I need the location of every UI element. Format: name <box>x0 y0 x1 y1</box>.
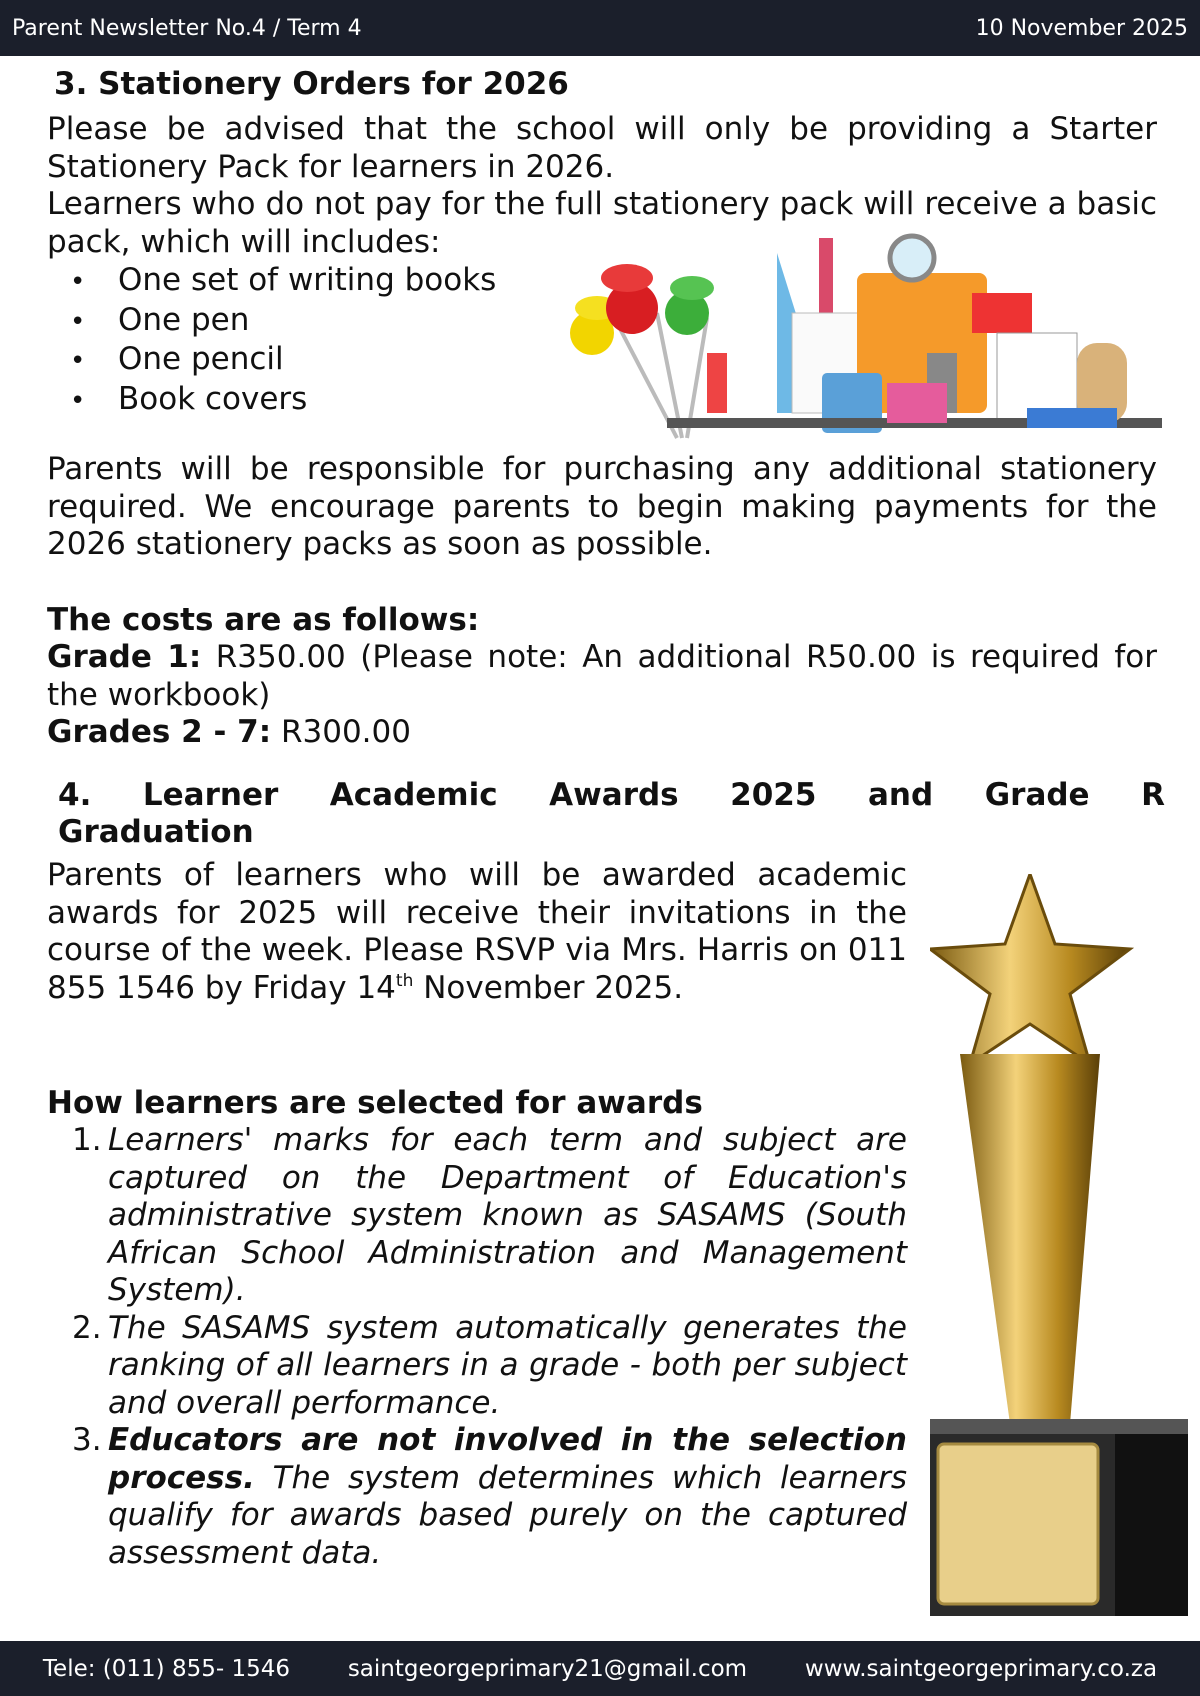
stationery-illustration <box>557 233 1163 447</box>
grade-1-text: R350.00 (Please note: An additional R50.00 is required for the workbook) <box>47 639 1157 713</box>
awards-invitation-text: Parents of learners who will be awarded academic awards for 2025 will receive their invitations in the course of the week. Please RSVP via Mrs. Harris on 011 855 1546 by Friday 14 <box>47 857 907 1006</box>
list-item: • One set of writing books <box>70 262 496 302</box>
section-3-heading: 3. Stationery Orders for 2026 <box>54 66 569 102</box>
header-bar <box>0 0 1200 56</box>
selection-heading: How learners are selected for awards <box>47 1085 703 1121</box>
list-item <box>72 1422 907 1572</box>
grade-1-label: Grade 1: <box>47 639 202 675</box>
footer-website[interactable]: www.saintgeorgeprimary.co.za <box>804 1655 1158 1682</box>
list-item: • Book covers <box>70 381 496 421</box>
step-number: 1. <box>72 1122 102 1158</box>
section-3-intro: Please be advised that the school will only be providing a Starter Stationery Pack for learners in 2026. <box>47 111 1157 185</box>
newsletter-date: 10 November 2025 <box>975 15 1188 41</box>
trophy-illustration <box>930 874 1188 1616</box>
list-item <box>72 1122 907 1310</box>
step-text: Learners' marks for each term and subject are captured on the Department of Education's administrative system known as SASAMS (South African School Administration and Management System). <box>108 1122 907 1308</box>
footer-email[interactable]: saintgeorgeprimary21@gmail.com <box>347 1655 748 1682</box>
selection-steps <box>72 1122 907 1572</box>
section-4-heading-line2: Graduation <box>58 814 254 850</box>
costs-heading: The costs are as follows: <box>47 602 480 638</box>
awards-invitation <box>47 857 907 1007</box>
superscript: th <box>395 970 414 991</box>
footer-bar <box>0 1641 1200 1696</box>
grade-1-cost <box>47 639 1157 714</box>
step-text: The SASAMS system automatically generates the ranking of all learners in a grade - both per subject and overall performance. <box>108 1309 907 1421</box>
grades-2-7-text: R300.00 <box>280 714 411 750</box>
list-item: • One pencil <box>70 341 496 381</box>
step-bold-text: Educators are not involved in the selection process. <box>108 1422 907 1496</box>
step-number: 3. <box>72 1422 102 1458</box>
section-3-basic-pack: Learners who do not pay for the full stationery pack will receive a basic pack, which will includes: <box>47 186 1157 260</box>
awards-invitation-end: November 2025. <box>413 969 684 1006</box>
newsletter-title: Parent Newsletter No.4 / Term 4 <box>12 15 362 41</box>
grades-2-7-cost <box>47 714 1157 752</box>
section-4-heading-line1: 4. Learner Academic Awards 2025 and Grade R <box>58 777 1165 813</box>
step-number: 2. <box>72 1309 102 1346</box>
section-3-parents-note: Parents will be responsible for purchasing any additional stationery required. We encourage parents to begin making payments for the 2026 stationery packs as soon as possible. <box>47 451 1157 562</box>
basic-pack-list <box>70 262 496 421</box>
grades-2-7-label: Grades 2 - 7: <box>47 714 272 750</box>
step-text: The system determines which learners qualify for awards based purely on the captured assessment data. <box>108 1459 907 1571</box>
footer-phone[interactable]: Tele: (011) 855- 1546 <box>42 1655 290 1682</box>
list-item <box>72 1310 907 1423</box>
list-item: • One pen <box>70 302 496 342</box>
